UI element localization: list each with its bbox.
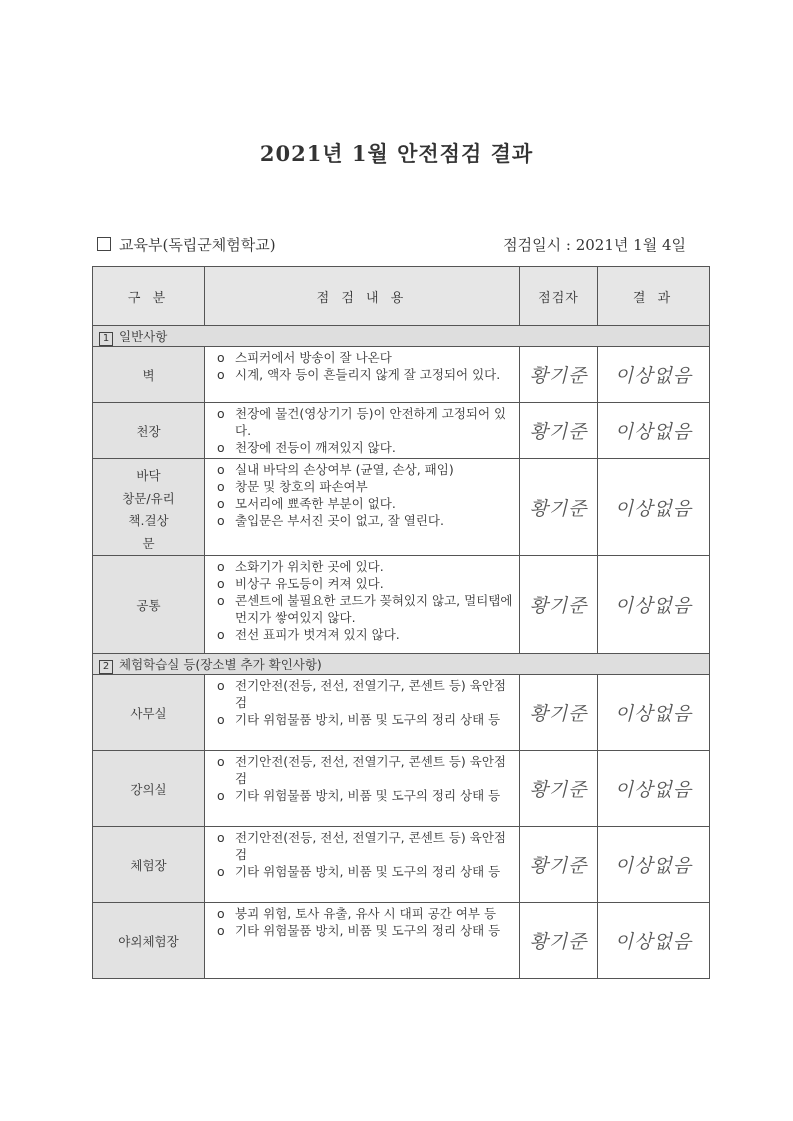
item-text: 시계, 액자 등이 흔들리지 않게 잘 고정되어 있다. xyxy=(235,367,501,382)
table-row xyxy=(93,675,710,751)
section-title xyxy=(93,326,710,347)
bullet-icon: o xyxy=(217,627,225,642)
item-text: 콘센트에 불필요한 코드가 꽂혀있지 않고, 멀티탭에 먼지가 쌓여있지 않다. xyxy=(235,593,513,625)
table-row xyxy=(93,403,710,459)
bullet-icon: o xyxy=(217,479,225,494)
list-item xyxy=(217,558,515,575)
bullet-icon: o xyxy=(217,830,225,845)
category-window: 창문/유리 xyxy=(122,490,175,506)
inspector-signature: 황기준 xyxy=(520,827,598,903)
table-row xyxy=(93,827,710,903)
result-text: 이상없음 xyxy=(598,903,710,979)
item-text: 기타 위험물품 방치, 비품 및 도구의 정리 상태 등 xyxy=(235,788,501,803)
item-text: 붕괴 위험, 토사 유출, 유사 시 대피 공간 여부 등 xyxy=(235,906,497,921)
table-row xyxy=(93,556,710,654)
category-cell: 벽 xyxy=(93,347,205,403)
category-cell xyxy=(93,459,205,556)
header-result: 결 과 xyxy=(598,267,710,326)
bullet-icon: o xyxy=(217,576,225,591)
bullet-icon: o xyxy=(217,923,225,938)
list-item xyxy=(217,787,515,804)
list-item xyxy=(217,495,515,512)
item-text: 기타 위험물품 방치, 비품 및 도구의 정리 상태 등 xyxy=(235,864,501,879)
section-number: 1 xyxy=(99,332,113,346)
result-text: 이상없음 xyxy=(598,347,710,403)
bullet-icon: o xyxy=(217,367,225,382)
category-cell: 강의실 xyxy=(93,751,205,827)
content-cell xyxy=(205,751,520,827)
item-text: 전기안전(전등, 전선, 전열기구, 콘센트 등) 육안점검 xyxy=(235,830,506,862)
result-text: 이상없음 xyxy=(598,675,710,751)
bullet-icon: o xyxy=(217,864,225,879)
document-title: 2021년 1월 안전점검 결과 xyxy=(259,141,534,166)
item-text: 실내 바닥의 손상여부 (균열, 손상, 패임) xyxy=(235,462,454,477)
section-title xyxy=(93,654,710,675)
item-text: 소화기가 위치한 곳에 있다. xyxy=(235,559,384,574)
list-item xyxy=(217,349,515,366)
list-item xyxy=(217,366,515,383)
list-item xyxy=(217,711,515,728)
result-text: 이상없음 xyxy=(598,403,710,459)
table-row xyxy=(93,347,710,403)
category-door: 문 xyxy=(142,535,155,551)
content-cell xyxy=(205,403,520,459)
list-item xyxy=(217,461,515,478)
item-text: 기타 위험물품 방치, 비품 및 도구의 정리 상태 등 xyxy=(235,712,501,727)
bullet-icon: o xyxy=(217,513,225,528)
list-item xyxy=(217,439,515,456)
item-text: 전기안전(전등, 전선, 전열기구, 콘센트 등) 육안점검 xyxy=(235,754,506,786)
header-category: 구 분 xyxy=(93,267,205,326)
header-row xyxy=(93,267,710,326)
item-text: 전기안전(전등, 전선, 전열기구, 콘센트 등) 육안점검 xyxy=(235,678,506,710)
header-inspector: 점검자 xyxy=(520,267,598,326)
bullet-icon: o xyxy=(217,712,225,727)
category-floor: 바닥 xyxy=(136,468,161,484)
item-text: 창문 및 창호의 파손여부 xyxy=(235,479,368,494)
inspector-signature: 황기준 xyxy=(520,459,598,556)
bullet-icon: o xyxy=(217,406,225,421)
list-item xyxy=(217,922,515,939)
category-cell: 사무실 xyxy=(93,675,205,751)
content-cell xyxy=(205,556,520,654)
category-cell: 공통 xyxy=(93,556,205,654)
bullet-icon: o xyxy=(217,440,225,455)
checkbox-icon xyxy=(97,237,111,251)
inspector-signature: 황기준 xyxy=(520,556,598,654)
list-item xyxy=(217,626,515,643)
bullet-icon: o xyxy=(217,754,225,769)
result-text: 이상없음 xyxy=(598,459,710,556)
content-cell xyxy=(205,903,520,979)
bullet-icon: o xyxy=(217,496,225,511)
inspector-signature: 황기준 xyxy=(520,403,598,459)
bullet-icon: o xyxy=(217,906,225,921)
category-cell: 야외체험장 xyxy=(93,903,205,979)
inspector-signature: 황기준 xyxy=(520,903,598,979)
section-row xyxy=(93,654,710,675)
result-text: 이상없음 xyxy=(598,556,710,654)
bullet-icon: o xyxy=(217,559,225,574)
bullet-icon: o xyxy=(217,788,225,803)
section-label: 일반사항 xyxy=(119,328,168,344)
content-cell xyxy=(205,459,520,556)
item-text: 천장에 전등이 깨져있지 않다. xyxy=(235,440,396,455)
item-text: 전선 표피가 벗겨져 있지 않다. xyxy=(235,627,400,642)
result-text: 이상없음 xyxy=(598,827,710,903)
list-item xyxy=(217,405,515,439)
bullet-icon: o xyxy=(217,350,225,365)
inspector-signature: 황기준 xyxy=(520,675,598,751)
inspection-date: 점검일시 : 2021년 1월 4일 xyxy=(503,236,686,254)
organization-label xyxy=(97,234,276,255)
section-row xyxy=(93,326,710,347)
list-item xyxy=(217,905,515,922)
list-item xyxy=(217,863,515,880)
item-text: 모서리에 뾰족한 부분이 없다. xyxy=(235,496,396,511)
inspection-table xyxy=(92,266,710,979)
table-row xyxy=(93,903,710,979)
organization-name: 교육부(독립군체험학교) xyxy=(119,236,276,254)
category-cell: 체험장 xyxy=(93,827,205,903)
result-text: 이상없음 xyxy=(598,751,710,827)
item-text: 기타 위험물품 방치, 비품 및 도구의 정리 상태 등 xyxy=(235,923,501,938)
content-cell xyxy=(205,347,520,403)
table-row xyxy=(93,751,710,827)
inspector-signature: 황기준 xyxy=(520,751,598,827)
content-cell xyxy=(205,675,520,751)
header-content: 점 검 내 용 xyxy=(205,267,520,326)
category-cell: 천장 xyxy=(93,403,205,459)
bullet-icon: o xyxy=(217,593,225,608)
list-item xyxy=(217,575,515,592)
list-item xyxy=(217,592,515,626)
list-item xyxy=(217,677,515,711)
category-desk: 책.걸상 xyxy=(128,513,169,529)
list-item xyxy=(217,478,515,495)
bullet-icon: o xyxy=(217,462,225,477)
inspector-signature: 황기준 xyxy=(520,347,598,403)
item-text: 비상구 유도등이 켜져 있다. xyxy=(235,576,384,591)
bullet-icon: o xyxy=(217,678,225,693)
item-text: 천장에 물건(영상기기 등)이 안전하게 고정되어 있다. xyxy=(235,406,507,438)
list-item xyxy=(217,753,515,787)
list-item xyxy=(217,829,515,863)
content-cell xyxy=(205,827,520,903)
item-text: 스피커에서 방송이 잘 나온다 xyxy=(235,350,392,365)
list-item xyxy=(217,512,515,529)
item-text: 출입문은 부서진 곳이 없고, 잘 열린다. xyxy=(235,513,444,528)
table-row xyxy=(93,459,710,556)
section-label: 체험학습실 등(장소별 추가 확인사항) xyxy=(119,656,322,672)
section-number: 2 xyxy=(99,660,113,674)
